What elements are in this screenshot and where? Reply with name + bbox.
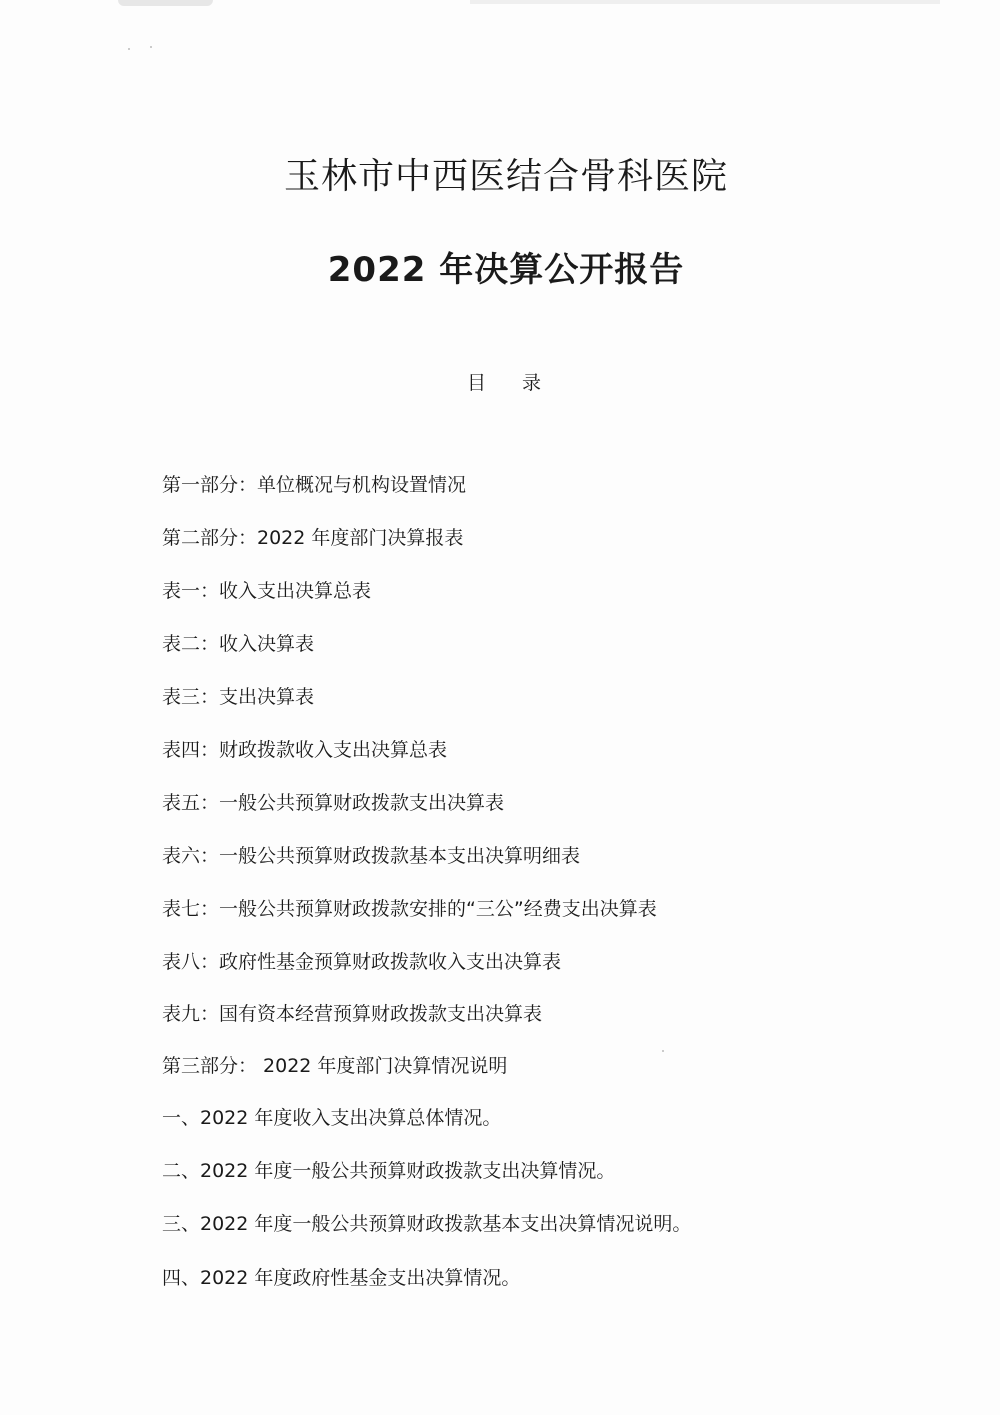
report-title-year: 2022 年决算公开报告 — [327, 250, 685, 290]
toc-item: 表一：收入支出决算总表 — [162, 580, 372, 602]
toc-item: 三、2022 年度一般公共预算财政拨款基本支出决算情况说明。 — [162, 1213, 692, 1235]
toc-item: 第二部分：2022 年度部门决算报表 — [162, 527, 464, 549]
toc-heading: 目录 — [466, 372, 577, 394]
scan-speck — [150, 46, 152, 48]
toc-item: 表六：一般公共预算财政拨款基本支出决算明细表 — [162, 845, 581, 867]
toc-item: 一、2022 年度收入支出决算总体情况。 — [162, 1107, 502, 1129]
scan-artifact — [470, 0, 940, 4]
scan-speck — [662, 1050, 664, 1052]
toc-item: 第一部分：单位概况与机构设置情况 — [162, 474, 467, 496]
toc-item: 二、2022 年度一般公共预算财政拨款支出决算情况。 — [162, 1160, 616, 1182]
toc-item: 表三：支出决算表 — [162, 686, 315, 708]
toc-item: 表八：政府性基金预算财政拨款收入支出决算表 — [162, 951, 562, 973]
toc-item: 表七：一般公共预算财政拨款安排的“三公”经费支出决算表 — [162, 898, 657, 920]
scan-artifact — [118, 0, 213, 6]
scan-speck — [128, 48, 130, 50]
toc-item: 表五：一般公共预算财政拨款支出决算表 — [162, 792, 505, 814]
toc-item: 表四：财政拨款收入支出决算总表 — [162, 739, 448, 761]
toc-item: 四、2022 年度政府性基金支出决算情况。 — [162, 1267, 521, 1289]
toc-item: 表九：国有资本经营预算财政拨款支出决算表 — [162, 1003, 543, 1025]
report-title-organization: 玉林市中西医结合骨科医院 — [283, 156, 728, 197]
toc-item: 表二：收入决算表 — [162, 633, 315, 655]
toc-item: 第三部分： 2022 年度部门决算情况说明 — [162, 1055, 508, 1077]
